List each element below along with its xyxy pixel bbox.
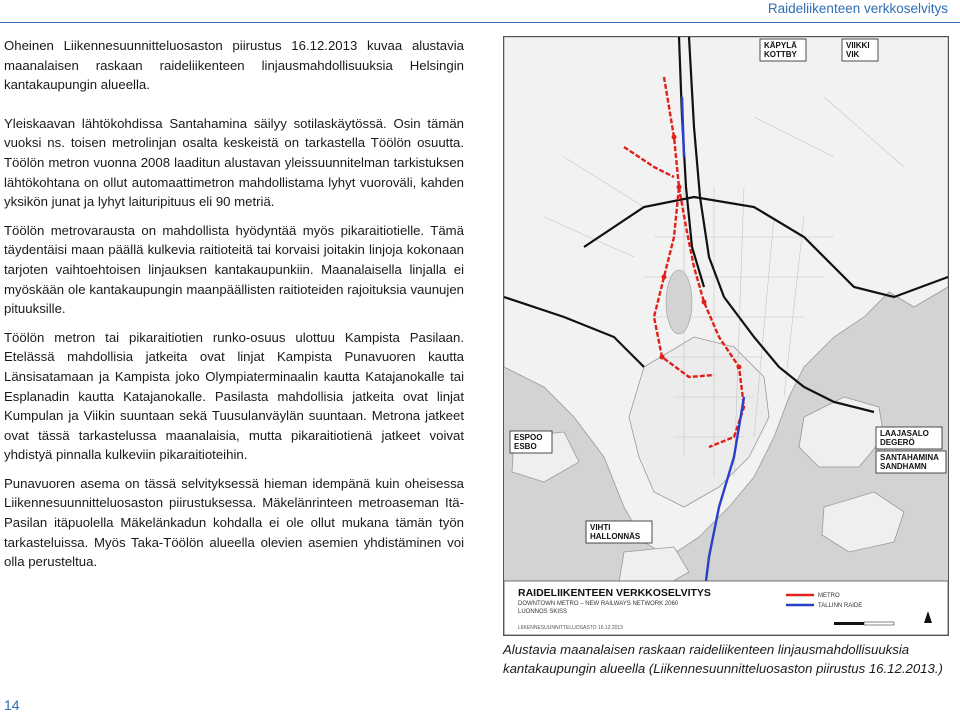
legend-footer: LIIKENNESUUNNITTELUOSASTO 16.12.2013 — [518, 625, 623, 631]
lake-toolonlahti — [666, 270, 692, 334]
label-espoo — [510, 431, 552, 453]
svg-text:ESPOO: ESPOO — [514, 433, 543, 442]
svg-text:ESBO: ESBO — [514, 442, 537, 451]
svg-text:KOTTBY: KOTTBY — [764, 50, 797, 59]
svg-text:HALLONNÄS: HALLONNÄS — [590, 532, 641, 541]
legend-subtitle-2: LUONNOS SKISS — [518, 609, 568, 615]
body-text — [4, 36, 464, 581]
svg-text:VIIKKI: VIIKKI — [846, 41, 870, 50]
paragraph-3: Töölön metrovarausta on mahdollista hyödyntää myös pikaraitiotielle. Tämä täydentäisi maan päällä kulkevia raitioteitä tai korvaisi joitakin linjoja kokonaan tarjoten vaihtoehtoisen linjauksen kantakaupunkiin. Maanalaisella linjalla ei myöskään ole kantakaupungin maanpäällisten raitioteiden rajoituksia vaunujen pituuksille. — [4, 222, 464, 317]
rail-network-map — [503, 36, 949, 636]
paragraph-4: Töölön metron tai pikaraitiotien runko-osuus ulottuu Kampista Pasilaan. Etelässä mahdollisia jatkeita ovat linjat Kampista Punavuoren kautta Länsisatamaan ja Kampista joko Olympiaterminaalin kautta Katajanokalle tai Esplanadin kautta Katajanokalle. Pasilasta mahdollisia jatkeita ovat linjat Kumpulan ja Viikin suuntaan sekä Tuusulanväylän suuntaan. Metrona jatkeet ovat tässä tarkastelussa maanalaisia, mutta pikaraitiotienä jatkeet voivat yhdistyä pinnalla kulkeviin pikaraitioteihin. — [4, 329, 464, 463]
header-rule — [0, 22, 960, 23]
svg-text:DEGERÖ: DEGERÖ — [880, 438, 915, 447]
figure-caption: Alustavia maanalaisen raskaan raideliikenteen linjausmahdollisuuksia kantakaupungin alueella (Liikennesuunnitteluosaston piirustus 16.12.2013.) — [503, 642, 943, 676]
svg-text:VIHTI: VIHTI — [590, 523, 611, 532]
legend-item-metro: METRO — [818, 593, 840, 599]
page-number: 14 — [4, 697, 20, 713]
legend-item-tallinn: TALLINN RAIDE — [818, 603, 863, 609]
running-header: Raideliikenteen verkkoselvitys — [767, 1, 948, 16]
map-legend — [504, 581, 948, 635]
svg-text:KÄPYLÄ: KÄPYLÄ — [764, 41, 797, 50]
scale-bar — [834, 622, 894, 625]
paragraph-5: Punavuoren asema on tässä selvityksessä hieman idempänä kuin oheisessa Liikennesuunnitteluosaston piirustuksessa. Mäkelänrinteen metroaseman Itä-Pasilan itäpuolella Mäkelänkadun kohdalla ei ole ollut mukana tämän työn tarkasteluissa. Myös Taka-Töölön alueella olevien asemien yhdistäminen voi olla perusteltua. — [4, 475, 464, 570]
label-kapyla — [760, 39, 806, 61]
label-viikki — [842, 39, 878, 61]
svg-text:SANTAHAMINA: SANTAHAMINA — [880, 453, 939, 462]
legend-title: RAIDELIIKENTEEN VERKKOSELVITYS — [518, 587, 711, 599]
paragraph-2: Yleiskaavan lähtökohdissa Santahamina säilyy sotilaskäytössä. Osin tämän vuoksi ns. toisen metrolinjan osalta keskeistä on tarkastella Töölön osuutta. Töölön metron vuonna 2008 laaditun alustavan yleissuunnitelman tarkistuksen lähtökohtana on ollut automaattimetron mahdollistama lyhyt vuoroväli, kahden yksikön junat ja lyhyt laituripituus eli 90 metriä. — [4, 115, 464, 210]
label-vihti — [586, 521, 652, 543]
label-laajasalo — [876, 427, 942, 449]
paragraph-1: Oheinen Liikennesuunnitteluosaston piirustus 16.12.2013 kuvaa alustavia maanalaisen raskaan raideliikenteen linjausmahdollisuuksia Helsingin kantakaupungin alueella. — [4, 38, 464, 93]
svg-text:VIK: VIK — [846, 50, 860, 59]
map-drawing — [504, 37, 948, 635]
label-santahamina — [876, 451, 946, 473]
svg-text:LAAJASALO: LAAJASALO — [880, 429, 929, 438]
legend-subtitle: DOWNTOWN METRO – NEW RAILWAYS NETWORK 2060 — [518, 601, 679, 607]
svg-text:SANDHAMN: SANDHAMN — [880, 462, 927, 471]
